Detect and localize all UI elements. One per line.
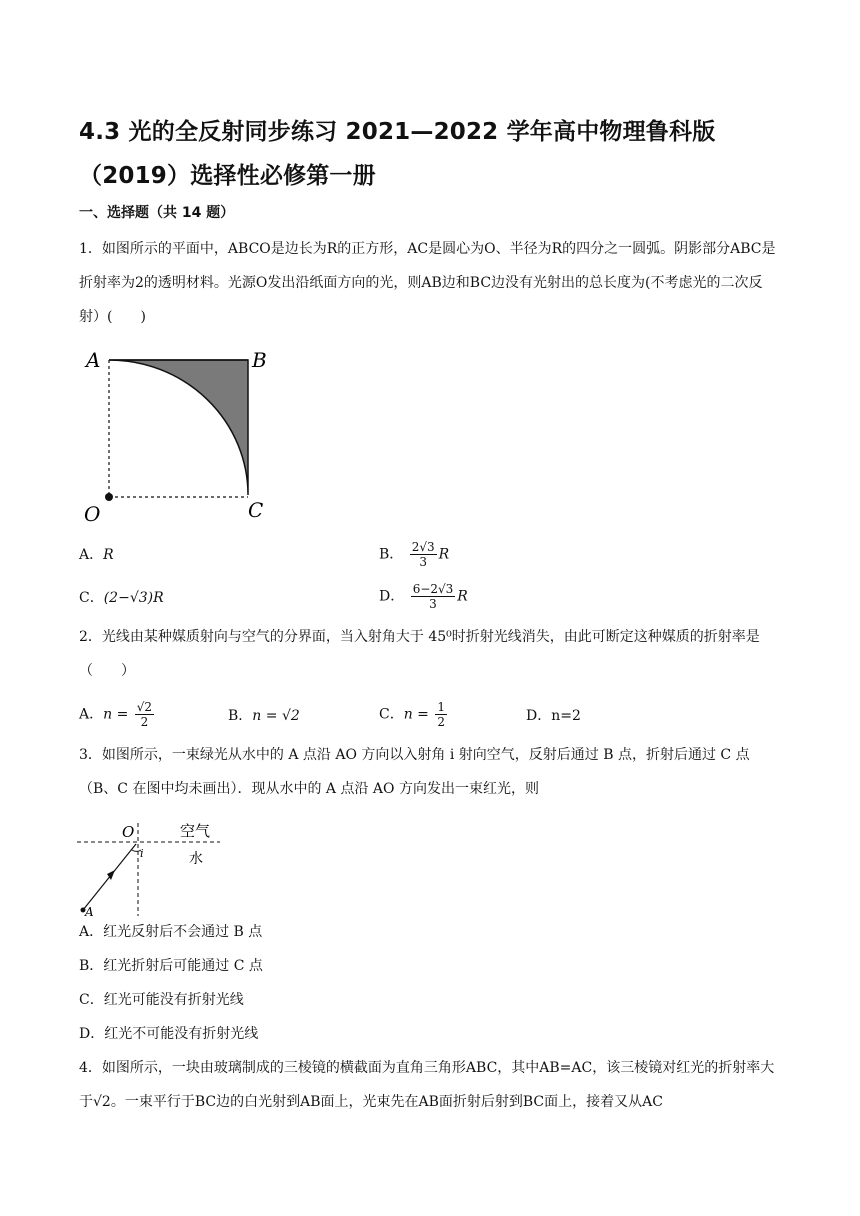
q2-option-d[interactable]: D．n=2 bbox=[526, 708, 581, 724]
q2-option-a[interactable]: A．n = $\frac{√2}{2}$ bbox=[79, 700, 153, 729]
section-heading: 一、选择题（共 14 题） bbox=[79, 205, 235, 221]
q2-option-b[interactable]: B．n = √2 bbox=[228, 708, 300, 724]
q3-option-d[interactable]: D．红光不可能没有折射光线 bbox=[79, 1026, 259, 1042]
q1-option-b[interactable]: B． $\frac{2√3}{3}$ R bbox=[379, 540, 450, 569]
question-3-figure bbox=[75, 818, 235, 918]
question-2-text: 2．光线由某种媒质射向与空气的分界面，当入射角大于 45⁰时折射光线消失，由此可断定这种媒质的折射率是（ ） bbox=[79, 629, 760, 679]
q3-option-a[interactable]: A．红光反射后不会通过 B 点 bbox=[79, 924, 263, 940]
question-1-text: 1．如图所示的平面中，ABCO是边长为R的正方形，AC是圆心为O、半径为R的四分之一圆弧。阴影部分ABC是折射率为2的透明材料。光源O发出沿纸面方向的光，则AB边和BC边没有光射出的总长度为(不考虑光的二次反射）( ) bbox=[79, 241, 776, 325]
question-3-text: 3．如图所示，一束绿光从水中的 A 点沿 AO 方向以入射角 i 射向空气，反射后通过 B 点，折射后通过 C 点（B、C 在图中均未画出）．现从水中的 A 点沿 AO 方向发出一束红光，则 bbox=[79, 747, 750, 797]
label-c: C bbox=[248, 498, 264, 522]
q1-option-c[interactable]: C．(2−√3)R bbox=[79, 590, 164, 606]
label-water: 水 bbox=[189, 851, 203, 867]
q3-option-c[interactable]: C．红光可能没有折射光线 bbox=[79, 992, 244, 1008]
label-air: 空气 bbox=[180, 822, 211, 840]
label-o: O bbox=[122, 823, 135, 841]
q2-option-c[interactable]: C．n = $\frac{1}{2}$ bbox=[379, 700, 446, 729]
question-4-text: 4．如图所示，一块由玻璃制成的三棱镜的横截面为直角三角形ABC，其中AB=AC，该三棱镜对红光的折射率大于√2。一束平行于BC边的白光射到AB面上，光束先在AB面折射后射到BC面上，接着又从AC bbox=[79, 1060, 775, 1110]
label-b: B bbox=[252, 348, 267, 372]
q3-option-b[interactable]: B．红光折射后可能通过 C 点 bbox=[79, 958, 263, 974]
label-i: i bbox=[140, 847, 144, 860]
label-a: A bbox=[85, 905, 94, 918]
shaded-region bbox=[109, 360, 248, 495]
question-1-figure bbox=[80, 340, 280, 525]
q1-option-a[interactable]: A．R bbox=[79, 547, 114, 563]
page-title: 4.3 光的全反射同步练习 2021—2022 学年高中物理鲁科版（2019）选择性必修第一册 bbox=[79, 119, 716, 189]
q1-option-d[interactable]: D． $\frac{6-2√3}{3}$ R bbox=[379, 582, 468, 611]
label-o: O bbox=[84, 502, 101, 525]
label-a: A bbox=[86, 348, 101, 372]
